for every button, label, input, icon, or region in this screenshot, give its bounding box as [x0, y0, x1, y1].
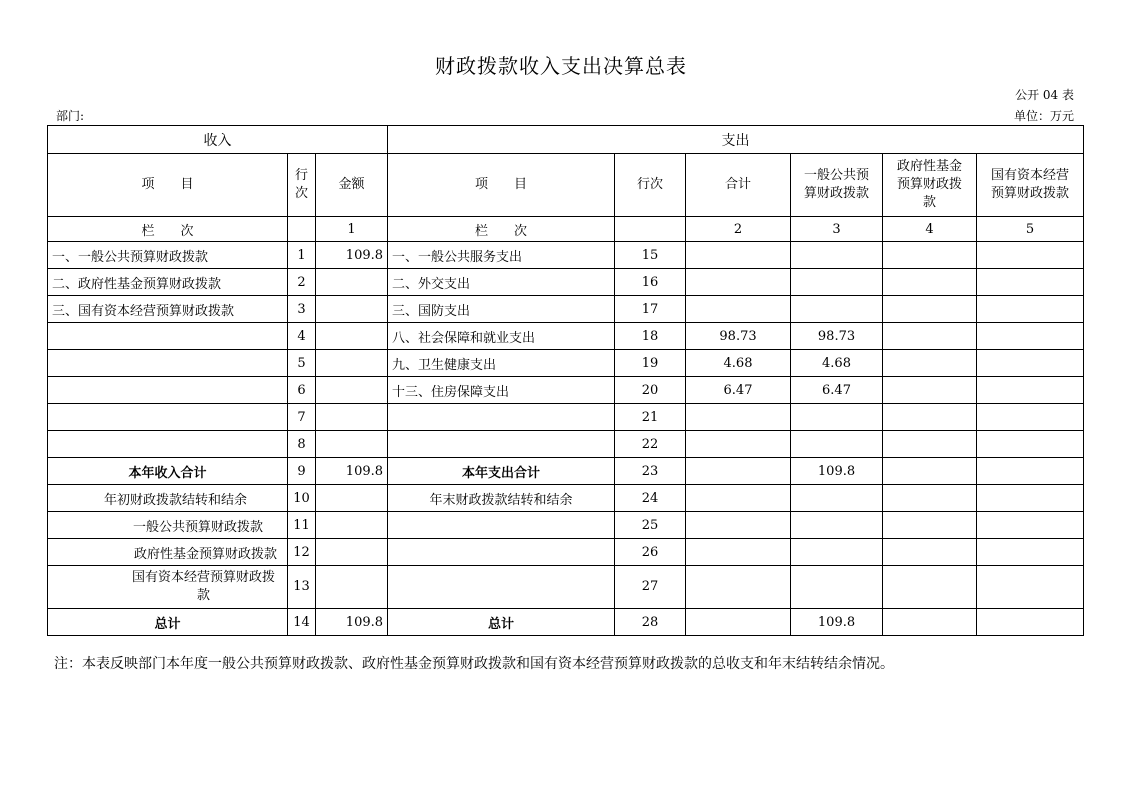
- capital-value: [977, 512, 1084, 539]
- fund-value: [883, 539, 977, 566]
- total-value: [686, 539, 791, 566]
- income-row-no: 2: [288, 269, 316, 296]
- capital-value: [977, 242, 1084, 269]
- expense-row-no: 19: [615, 350, 686, 377]
- income-row-no: 14: [288, 609, 316, 636]
- column-number-label-expense: 栏 次: [388, 217, 615, 242]
- fund-value: [883, 242, 977, 269]
- general-value: 6.47: [791, 377, 883, 404]
- column-number-5: 5: [977, 217, 1084, 242]
- income-row-no: 3: [288, 296, 316, 323]
- general-value: 98.73: [791, 323, 883, 350]
- income-row-no-header: 行次: [288, 154, 316, 217]
- total-value: [686, 296, 791, 323]
- expense-row-no: 22: [615, 431, 686, 458]
- total-value: [686, 269, 791, 296]
- column-number-1: 1: [316, 217, 388, 242]
- table-row: [48, 512, 1084, 539]
- fund-value: [883, 350, 977, 377]
- total-value: [686, 242, 791, 269]
- expense-item: 二、外交支出: [388, 269, 615, 296]
- capital-value: [977, 539, 1084, 566]
- amount-header: 金额: [316, 154, 388, 217]
- capital-value: [977, 431, 1084, 458]
- table-row: [48, 269, 1084, 296]
- expense-item: 本年支出合计: [388, 458, 615, 485]
- capital-value: [977, 269, 1084, 296]
- expense-row-no: 15: [615, 242, 686, 269]
- expense-item: 十三、住房保障支出: [388, 377, 615, 404]
- income-row-no: 9: [288, 458, 316, 485]
- expense-item: [388, 404, 615, 431]
- income-row-no: 12: [288, 539, 316, 566]
- expense-item: 总计: [388, 609, 615, 636]
- expense-row-no: 21: [615, 404, 686, 431]
- expense-row-no: 18: [615, 323, 686, 350]
- fund-value: [883, 377, 977, 404]
- income-row-no: 10: [288, 485, 316, 512]
- general-value: [791, 539, 883, 566]
- expense-item: 九、卫生健康支出: [388, 350, 615, 377]
- income-item: 三、国有资本经营预算财政拨款: [48, 296, 288, 323]
- fund-value: [883, 609, 977, 636]
- total-value: [686, 566, 791, 609]
- fund-value: [883, 431, 977, 458]
- column-number-4: 4: [883, 217, 977, 242]
- expense-row-no: 24: [615, 485, 686, 512]
- expense-row-no: 23: [615, 458, 686, 485]
- income-item: 一般公共预算财政拨款: [48, 512, 288, 539]
- general-value: [791, 431, 883, 458]
- table-row: [48, 485, 1084, 512]
- table-row: [48, 566, 1084, 609]
- expense-item-header: 项 目: [388, 154, 615, 217]
- expense-item: 年末财政拨款结转和结余: [388, 485, 615, 512]
- income-item-header: 项 目: [48, 154, 288, 217]
- income-item: 政府性基金预算财政拨款: [48, 539, 288, 566]
- general-value: [791, 485, 883, 512]
- total-value: [686, 609, 791, 636]
- total-header: 合计: [686, 154, 791, 217]
- income-item: 本年收入合计: [48, 458, 288, 485]
- expense-item: 八、社会保障和就业支出: [388, 323, 615, 350]
- income-item: 年初财政拨款结转和结余: [48, 485, 288, 512]
- column-number-label-income: 栏 次: [48, 217, 288, 242]
- expense-row-no: 20: [615, 377, 686, 404]
- table-row: [48, 296, 1084, 323]
- total-value: [686, 512, 791, 539]
- expense-item: [388, 566, 615, 609]
- expense-item: 三、国防支出: [388, 296, 615, 323]
- income-row-no: 6: [288, 377, 316, 404]
- income-row-no: 1: [288, 242, 316, 269]
- column-number-2: 2: [686, 217, 791, 242]
- income-item: 二、政府性基金预算财政拨款: [48, 269, 288, 296]
- expense-row-no-header: 行次: [615, 154, 686, 217]
- fund-value: [883, 458, 977, 485]
- capital-value: [977, 377, 1084, 404]
- income-item: 国有资本经营预算财政拨款: [48, 566, 288, 609]
- capital-value: [977, 296, 1084, 323]
- general-value: [791, 566, 883, 609]
- fund-value: [883, 323, 977, 350]
- general-budget-header: 一般公共预算财政拨款: [791, 154, 883, 217]
- capital-value: [977, 458, 1084, 485]
- fund-value: [883, 404, 977, 431]
- income-row-no: 7: [288, 404, 316, 431]
- expense-section-header: 支出: [388, 126, 1084, 154]
- expense-row-no: 16: [615, 269, 686, 296]
- unit-label: 单位：万元: [1013, 109, 1074, 123]
- state-capital-header: 国有资本经营预算财政拨款: [977, 154, 1084, 217]
- column-number-empty: [288, 217, 316, 242]
- table-row: [48, 431, 1084, 458]
- general-value: [791, 296, 883, 323]
- column-number-3: 3: [791, 217, 883, 242]
- capital-value: [977, 404, 1084, 431]
- general-value: 109.8: [791, 609, 883, 636]
- income-amount: 109.8: [316, 609, 388, 636]
- expense-item: [388, 539, 615, 566]
- income-row-no: 5: [288, 350, 316, 377]
- form-number: 公开 04 表: [1015, 88, 1074, 102]
- general-value: 4.68: [791, 350, 883, 377]
- table-row: [48, 350, 1084, 377]
- expense-item: 一、一般公共服务支出: [388, 242, 615, 269]
- table-row: [48, 404, 1084, 431]
- income-amount: 109.8: [316, 242, 388, 269]
- income-item: 一、一般公共预算财政拨款: [48, 242, 288, 269]
- column-number-row: [48, 217, 1084, 242]
- income-item: [48, 404, 288, 431]
- budget-summary-table: [47, 125, 1084, 636]
- expense-item: [388, 512, 615, 539]
- income-amount: [316, 566, 388, 609]
- column-header-row: [48, 154, 1084, 217]
- fund-value: [883, 566, 977, 609]
- income-amount: [316, 404, 388, 431]
- capital-value: [977, 323, 1084, 350]
- general-value: [791, 269, 883, 296]
- income-item: 总计: [48, 609, 288, 636]
- income-row-no: 8: [288, 431, 316, 458]
- general-value: [791, 404, 883, 431]
- income-amount: [316, 323, 388, 350]
- annual-total-row: [48, 458, 1084, 485]
- department-label: 部门:: [56, 109, 85, 123]
- income-amount: [316, 539, 388, 566]
- income-section-header: 收入: [48, 126, 388, 154]
- expense-row-no: 17: [615, 296, 686, 323]
- income-row-no: 4: [288, 323, 316, 350]
- general-value: [791, 512, 883, 539]
- table-row: [48, 377, 1084, 404]
- capital-value: [977, 609, 1084, 636]
- income-amount: [316, 431, 388, 458]
- income-amount: [316, 269, 388, 296]
- expense-row-no: 27: [615, 566, 686, 609]
- total-value: [686, 404, 791, 431]
- total-value: 4.68: [686, 350, 791, 377]
- table-row: [48, 242, 1084, 269]
- capital-value: [977, 566, 1084, 609]
- page-title: 财政拨款收入支出决算总表: [435, 54, 687, 78]
- total-value: [686, 485, 791, 512]
- income-row-no: 11: [288, 512, 316, 539]
- total-value: [686, 458, 791, 485]
- fund-value: [883, 512, 977, 539]
- income-row-no: 13: [288, 566, 316, 609]
- expense-row-no: 28: [615, 609, 686, 636]
- capital-value: [977, 350, 1084, 377]
- income-amount: [316, 296, 388, 323]
- income-amount: [316, 377, 388, 404]
- expense-row-no: 25: [615, 512, 686, 539]
- fund-value: [883, 269, 977, 296]
- grand-total-row: [48, 609, 1084, 636]
- capital-value: [977, 485, 1084, 512]
- fund-value: [883, 296, 977, 323]
- total-value: [686, 431, 791, 458]
- income-item: [48, 323, 288, 350]
- expense-item: [388, 431, 615, 458]
- income-item: [48, 350, 288, 377]
- general-value: 109.8: [791, 458, 883, 485]
- income-amount: [316, 485, 388, 512]
- gov-fund-header: 政府性基金预算财政拨款: [883, 154, 977, 217]
- total-value: 98.73: [686, 323, 791, 350]
- income-amount: [316, 512, 388, 539]
- income-item: [48, 377, 288, 404]
- general-value: [791, 242, 883, 269]
- footnote: 注：本表反映部门本年度一般公共预算财政拨款、政府性基金预算财政拨款和国有资本经营预算财政拨款的总收支和年末结转结余情况。: [54, 656, 894, 672]
- income-item: [48, 431, 288, 458]
- fund-value: [883, 485, 977, 512]
- section-header-row: [48, 126, 1084, 154]
- income-amount: 109.8: [316, 458, 388, 485]
- expense-row-no: 26: [615, 539, 686, 566]
- table-row: [48, 539, 1084, 566]
- table-row: [48, 323, 1084, 350]
- column-number-empty: [615, 217, 686, 242]
- total-value: 6.47: [686, 377, 791, 404]
- income-amount: [316, 350, 388, 377]
